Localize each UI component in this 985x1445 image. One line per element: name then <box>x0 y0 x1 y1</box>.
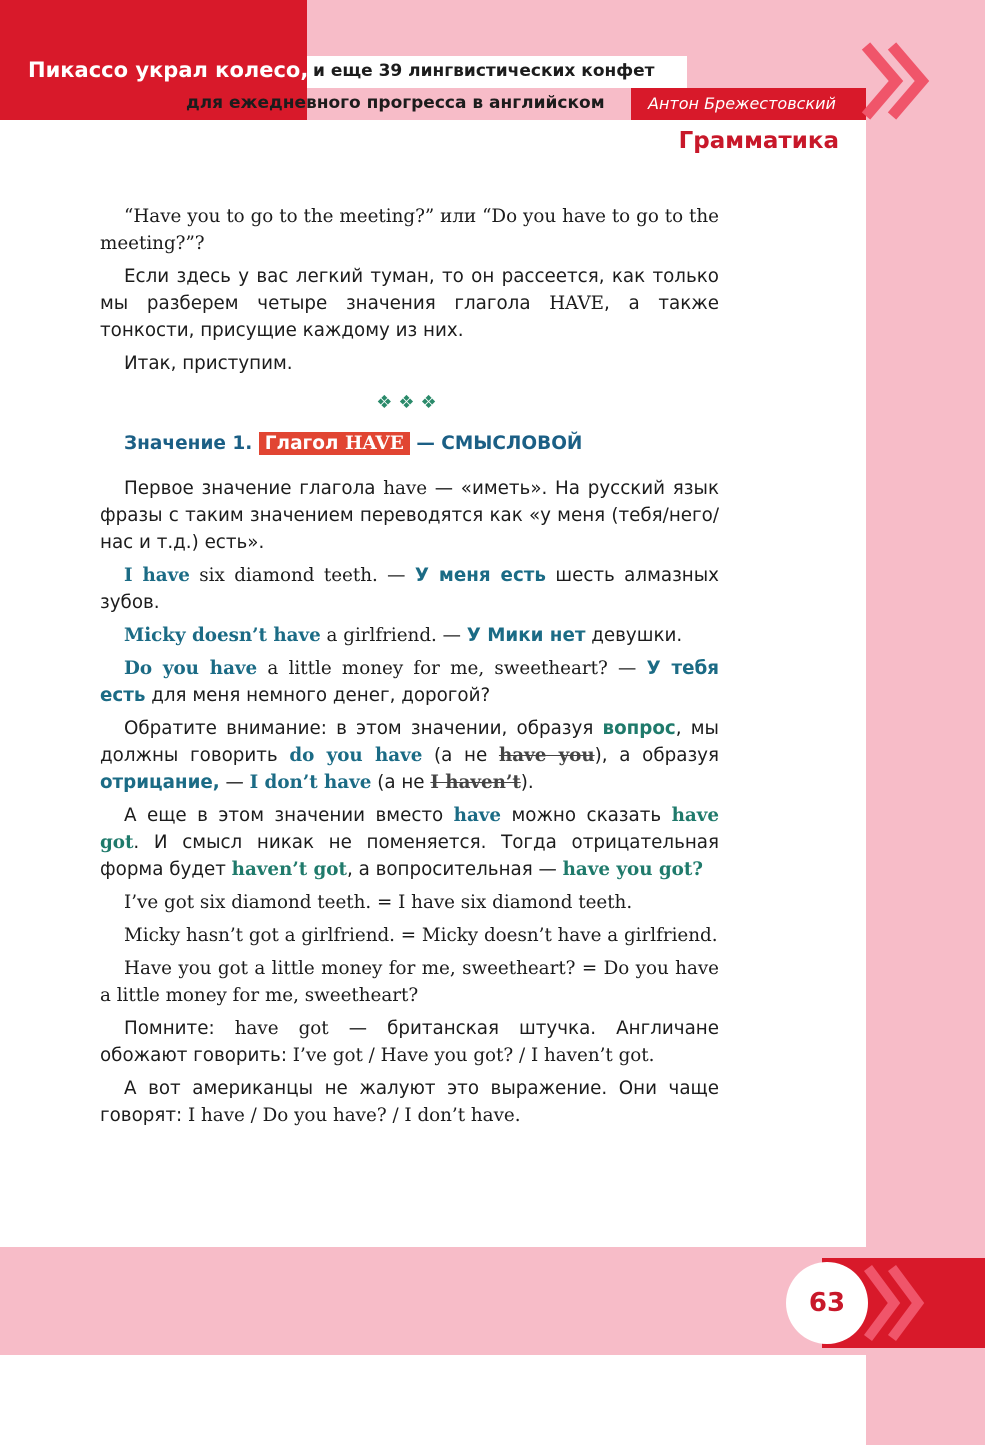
book-subtitle-line1: и еще 39 лингвистических конфет <box>313 61 655 81</box>
paragraph-british: Помните: have got — британская штучка. Англичане обожают говорить: I’ve got / Have you got? / I haven’t got. <box>100 1018 719 1066</box>
example-5: Micky hasn’t got a girlfriend. = Micky doesn’t have a girlfriend. <box>124 925 718 946</box>
paragraph-meaning: Первое значение глагола have — «иметь». На русский язык фразы с таким значением переводятся как «у меня (тебя/него/нас и т.д.) есть». <box>100 478 719 553</box>
example-6: Have you got a little money for me, sweetheart? = Do you have a little money for me, sweetheart? <box>100 958 719 1006</box>
header-chevron-icon <box>858 40 938 122</box>
paragraph-note: Обратите внимание: в этом значении, образуя вопрос, мы должны говорить do you have (а не have you), а образуя отрицание, — I don’t have (а не I haven’t). <box>100 718 719 793</box>
right-page-strip <box>866 0 985 1445</box>
footer-chevron-icon <box>862 1258 932 1348</box>
example-4: I’ve got six diamond teeth. = I have six diamond teeth. <box>124 892 633 913</box>
page-content <box>100 203 719 1135</box>
paragraph-american: А вот американцы не жалуют это выражение. Они чаще говорят: I have / Do you have? / I don’t have. <box>100 1078 719 1126</box>
example-2: Micky doesn’t have a girlfriend. — У Мики нет девушки. <box>124 625 683 646</box>
footer-band <box>0 1247 866 1355</box>
example-1: I have six diamond teeth. — У меня есть шесть алмазных зубов. <box>100 565 719 613</box>
paragraph-start: Итак, приступим. <box>124 353 293 374</box>
heading-highlight: Глагол HAVE <box>259 432 410 455</box>
section-title: Грамматика <box>678 128 839 154</box>
paragraph-have-got: А еще в этом значении вместо have можно сказать have got. И смысл никак не поменяется. Тогда отрицательная форма будет haven’t got, а вопросительная — have you got? <box>100 805 719 880</box>
book-subtitle-line2: для ежедневного прогресса в английском <box>186 93 605 113</box>
section-divider: ❖❖❖ <box>376 392 443 413</box>
page-number: 63 <box>808 1288 846 1318</box>
paragraph-intro: Если здесь у вас легкий туман, то он рассеется, как только мы разберем четыре значения глагола HAVE, а также тонкости, присущие каждому из них. <box>100 266 719 341</box>
book-title: Пикассо украл колесо, <box>28 58 309 82</box>
meaning-heading: Значение 1. Глагол HAVE — СМЫСЛОВОЙ <box>124 433 583 454</box>
book-author: Антон Брежестовский <box>648 94 836 113</box>
paragraph-question: “Have you to go to the meeting?” или “Do you have to go to the meeting?”? <box>100 206 719 254</box>
example-3: Do you have a little money for me, sweetheart? — У тебя есть для меня немного денег, дорогой? <box>100 658 719 706</box>
